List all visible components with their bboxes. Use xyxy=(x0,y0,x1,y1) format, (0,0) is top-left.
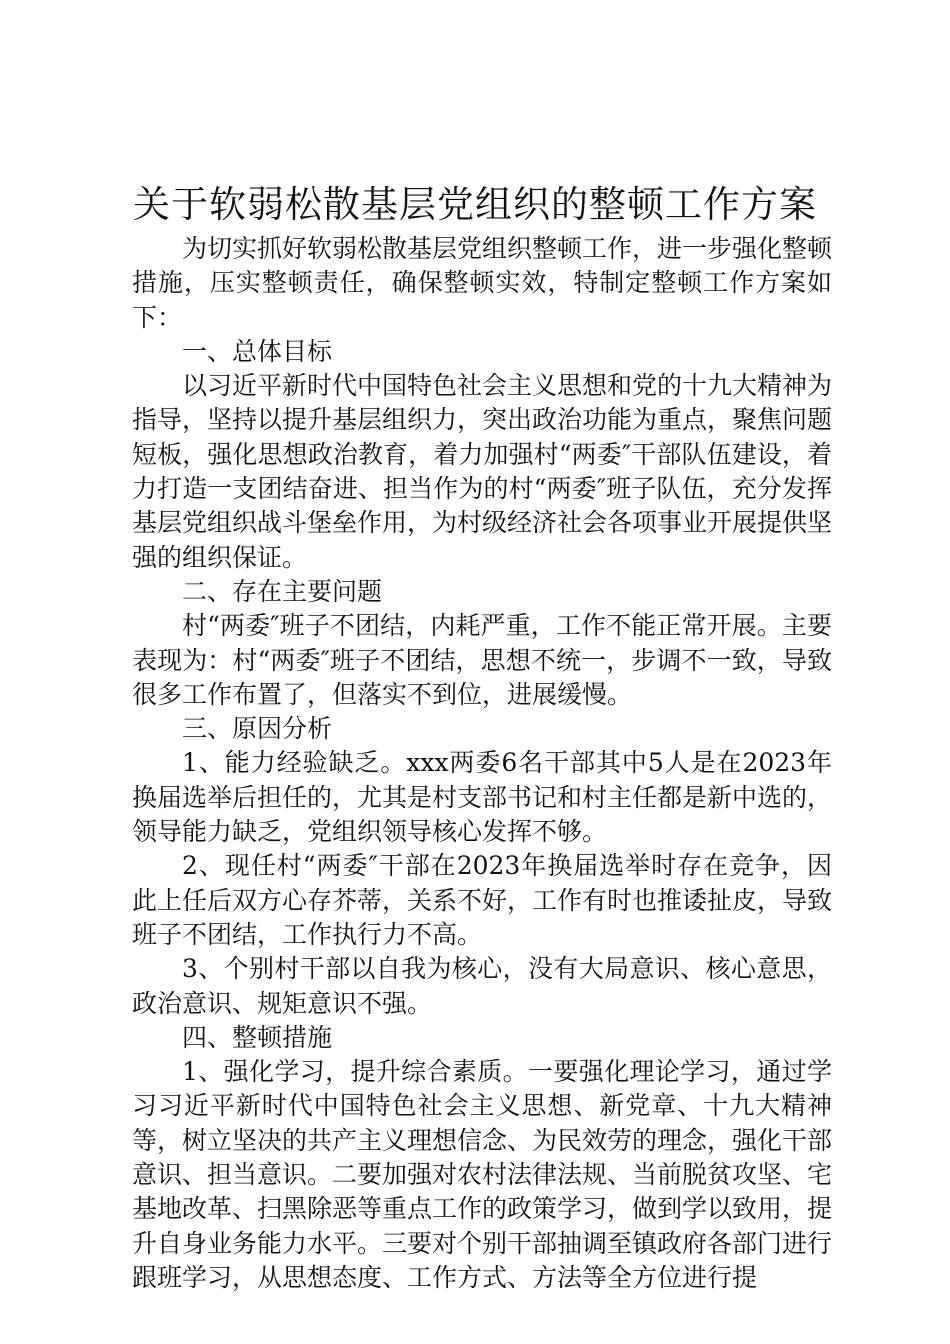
cause-item-1: 1、能力经验缺乏。xxx两委6名干部其中5人是在2023年换届选举后担任的，尤其是村支部书记和村主任都是新中选的，领导能力缺乏，党组织领导核心发挥不够。 xyxy=(132,748,833,847)
overall-goal-paragraph: 以习近平新时代中国特色社会主义思想和党的十九大精神为指导，坚持以提升基层组织力，突出政治功能为重点，聚焦问题短板，强化思想政治教育，着力加强村“两委″干部队伍建设，着力打造一支团结奋进、担当作为的村“两委″班子队伍，充分发挥基层党组织战斗堡垒作用，为村级经济社会各项事业开展提供坚强的组织保证。 xyxy=(132,371,833,572)
section-heading-main-problems: 二、存在主要问题 xyxy=(182,576,383,606)
section-heading-cause-analysis: 三、原因分析 xyxy=(182,714,333,744)
measure-item-1: 1、强化学习，提升综合素质。一要强化理论学习，通过学习习近平新时代中国特色社会主义思想、新党章、十九大精神等，树立坚决的共产主义理想信念、为民效劳的理念，强化干部意识、担当意识。二要加强对农村法律法规、当前脱贫攻坚、宅基地改革、扫黑除恶等重点工作的政策学习，做到学以致用，提升自身业务能力水平。三要对个别干部抽调至镇政府各部门进行跟班学习，从思想态度、工作方式、方法等全方位进行提 xyxy=(132,1057,833,1292)
section-heading-overall-goal: 一、总体目标 xyxy=(182,336,333,366)
main-problems-paragraph: 村“两委″班子不团结，内耗严重，工作不能正常开展。主要表现为：村“两委″班子不团结，思想不统一，步调不一致，导致很多工作布置了，但落实不到位，进展缓慢。 xyxy=(132,611,832,709)
intro-paragraph: 为切实抓好软弱松散基层党组织整顿工作，进一步强化整顿措施，压实整顿责任，确保整顿实效，特制定整顿工作方案如下： xyxy=(132,234,833,332)
cause-item-3: 3、个别村干部以自我为核心，没有大局意识、核心意思，政治意识、规矩意识不强。 xyxy=(132,954,832,1018)
document-body xyxy=(132,232,832,1295)
cause-item-2: 2、现任村“两委″干部在2023年换届选举时存在竞争，因此上任后双方心存芥蒂，关系不好，工作有时也推诿扯皮，导致班子不团结，工作执行力不高。 xyxy=(132,851,833,949)
document-title: 关于软弱松散基层党组织的整顿工作方案 xyxy=(133,183,817,226)
section-heading-rectification-measures: 四、整顿措施 xyxy=(182,1022,333,1052)
